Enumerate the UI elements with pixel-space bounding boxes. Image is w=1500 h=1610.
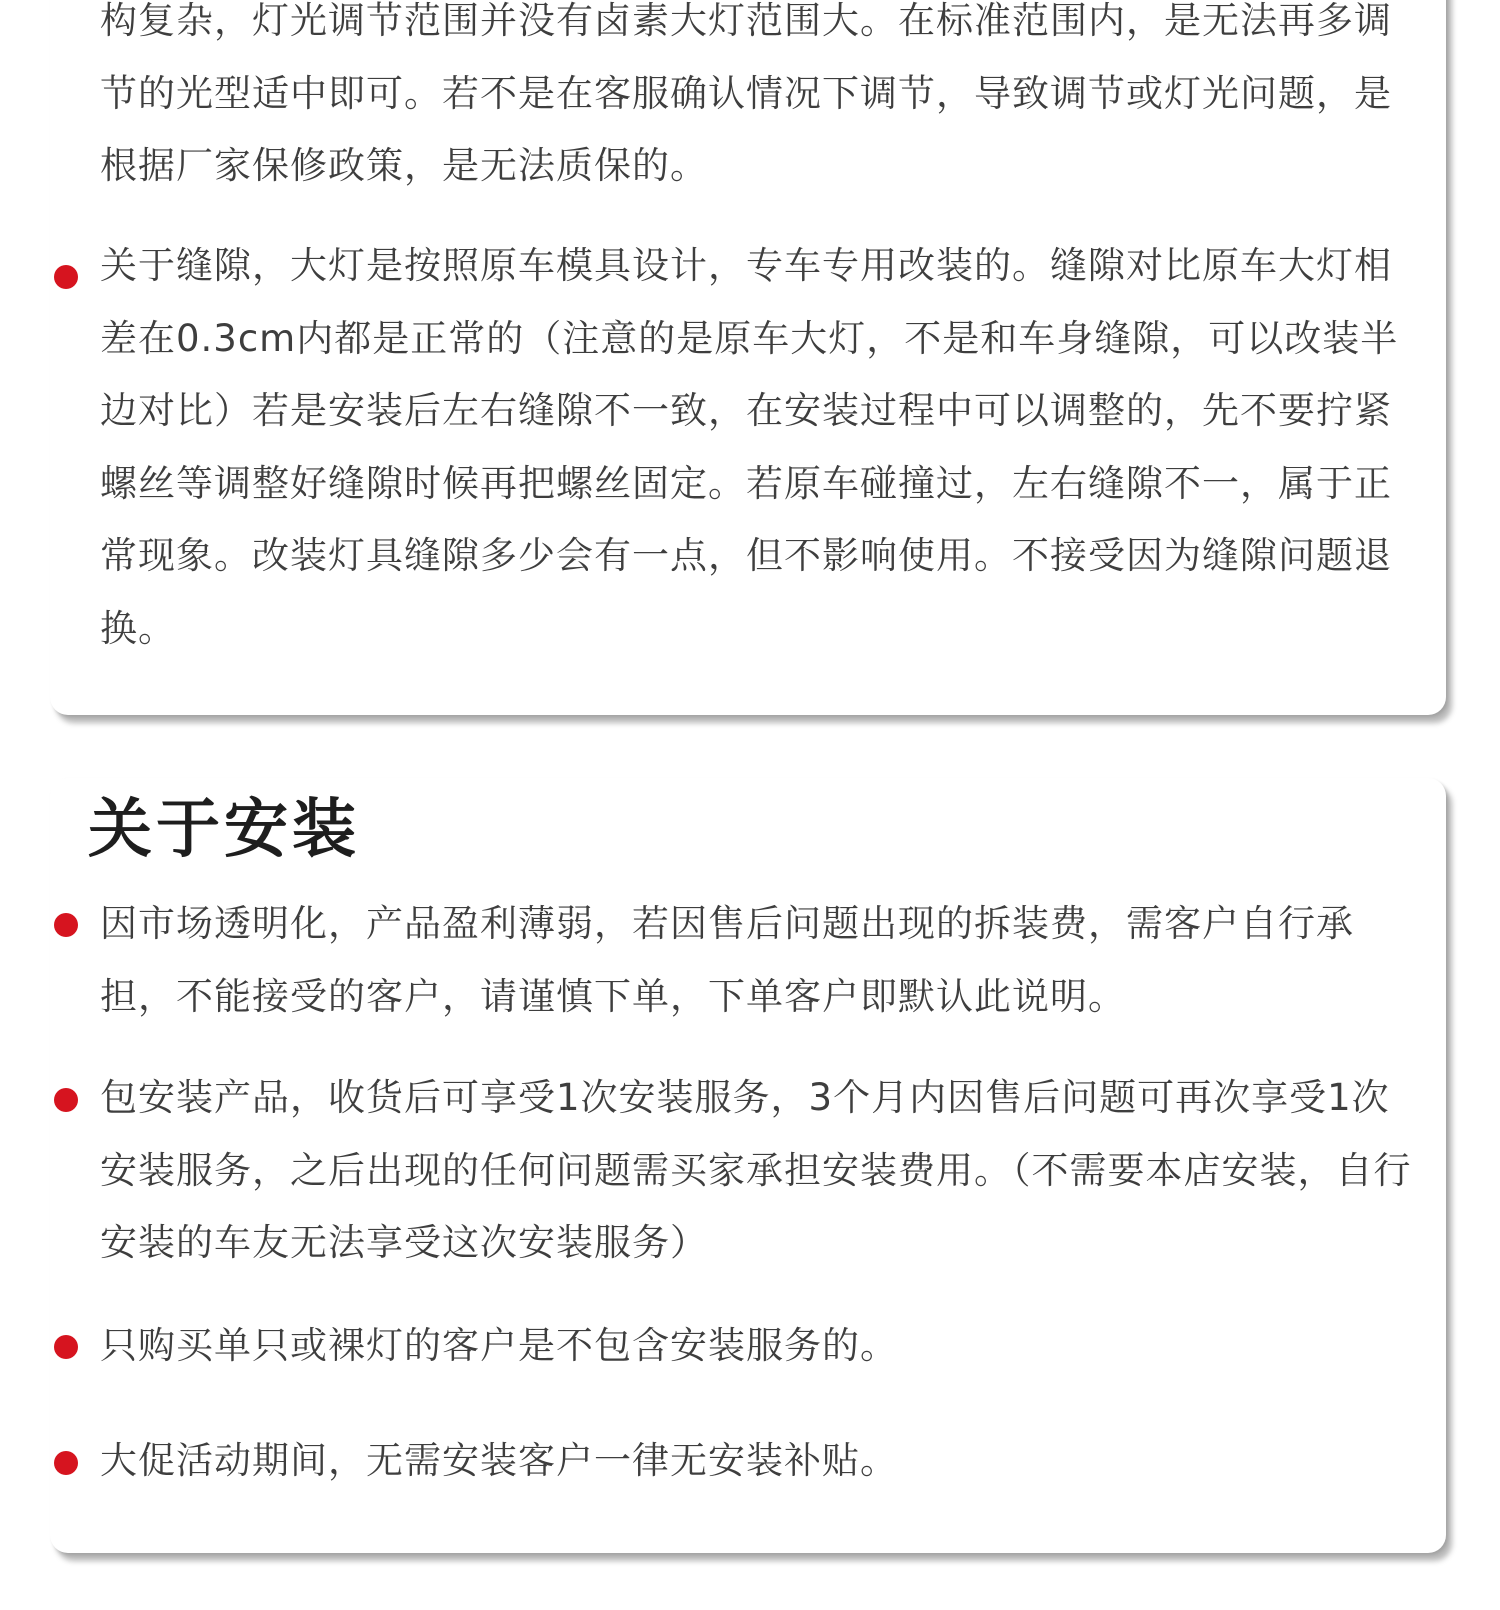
section-title: 关于安装 [88,793,360,867]
bullet-dot [54,265,78,289]
bullet-dot [54,1451,78,1475]
bullet-dot [54,913,78,937]
paragraph-promotion: 大促活动期间，无需安装客户一律无安装补贴。 [100,1439,898,1482]
installation-card [50,778,1446,1553]
paragraph-installation-service: 包安装产品，收货后可享受1次安装服务，3个月内因售后问题可再次享受1次安装服务，之后出现的任何问题需买家承担安装费用。（不需要本店安装，自行安装的车友无法享受这次安装服务） [100,1076,1412,1264]
paragraph-single-unit: 只购买单只或裸灯的客户是不包含安装服务的。 [100,1324,898,1367]
bullet-dot [54,1088,78,1112]
paragraph-light-adjustment: 构复杂，灯光调节范围并没有卤素大灯范围大。在标准范围内，是无法再多调节的光型适中即可。若不是在客服确认情况下调节，导致调节或灯光问题，是根据厂家保修政策，是无法质保的。 [100,0,1392,187]
paragraph-removal-fee: 因市场透明化，产品盈利薄弱，若因售后问题出现的拆装费，需客户自行承担，不能接受的客户，请谨慎下单，下单客户即默认此说明。 [100,902,1354,1018]
paragraph-gap: 关于缝隙，大灯是按照原车模具设计，专车专用改装的。缝隙对比原车大灯相差在0.3cm内都是正常的（注意的是原车大灯，不是和车身缝隙，可以改装半边对比）若是安装后左右缝隙不一致，在安装过程中可以调整的，先不要拧紧螺丝等调整好缝隙时候再把螺丝固定。若原车碰撞过，左右缝隙不一，属于正常现象。改装灯具缝隙多少会有一点，但不影响使用。不接受因为缝隙问题退换。 [100,244,1399,650]
notice-card-1 [50,0,1446,715]
bullet-dot [54,1335,78,1359]
